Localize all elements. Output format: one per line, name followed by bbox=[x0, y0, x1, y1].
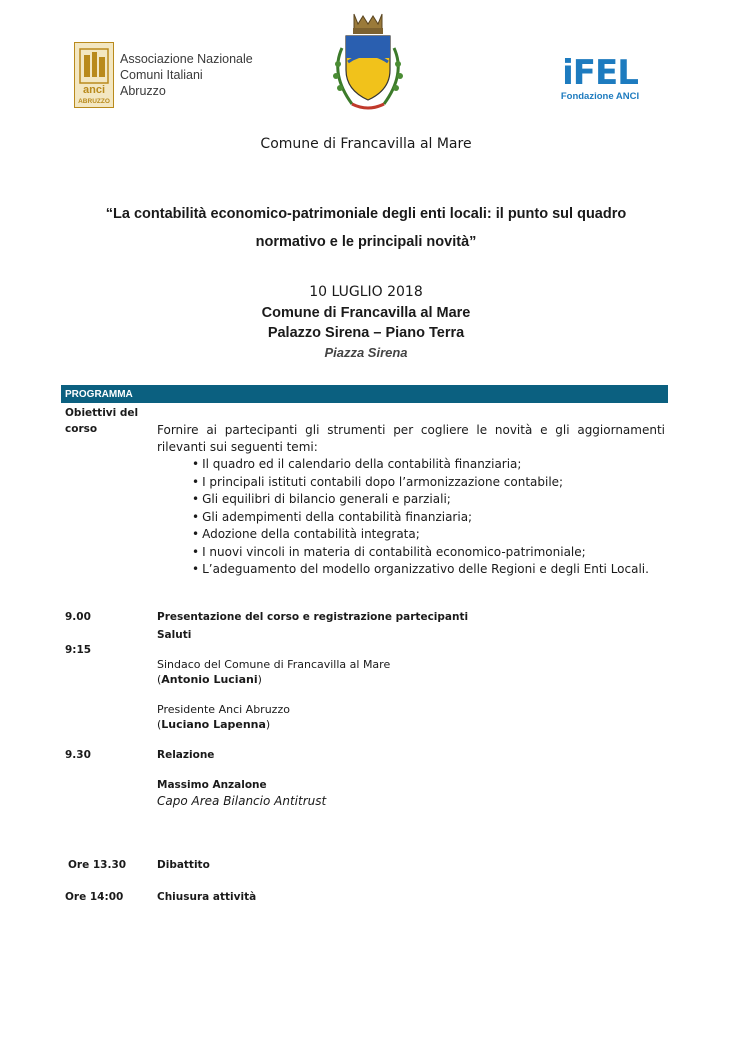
time-14-00: Ore 14:00 bbox=[65, 891, 124, 903]
event-address: Piazza Sirena bbox=[324, 345, 408, 360]
sindaco-name: Antonio Luciani bbox=[161, 673, 258, 686]
list-item: • Gli adempimenti della contabilità finanziaria; bbox=[192, 509, 649, 527]
comune-heading: Comune di Francavilla al Mare bbox=[260, 136, 472, 152]
svg-text:ABRUZZO: ABRUZZO bbox=[78, 98, 110, 105]
presidente-role: Presidente Anci Abruzzo bbox=[157, 703, 290, 716]
sindaco-line: (Antonio Luciani) bbox=[157, 673, 262, 686]
time-9-15: 9:15 bbox=[65, 644, 92, 656]
objectives-intro: Fornire ai partecipanti gli strumenti per cogliere le novità e gli aggiornamenti rilevanti sui seguenti temi: bbox=[157, 423, 665, 454]
presidente-line: (Luciano Lapenna) bbox=[157, 718, 271, 731]
list-item: • I nuovi vincoli in materia di contabilità economico-patrimoniale; bbox=[192, 544, 649, 562]
list-item: • Il quadro ed il calendario della contabilità finanziaria; bbox=[192, 456, 649, 474]
ifel-logo bbox=[560, 55, 640, 117]
programma-bar bbox=[61, 385, 668, 403]
saluti-item: Saluti bbox=[157, 629, 192, 641]
svg-text:anci: anci bbox=[82, 84, 106, 96]
speaker-role: Capo Area Bilancio Antitrust bbox=[157, 794, 327, 808]
list-item: • I principali istituti contabili dopo l’armonizzazione contabile; bbox=[192, 474, 649, 492]
event-place: Comune di Francavilla al Mare bbox=[261, 305, 471, 321]
ifel-wordmark: iFEL bbox=[562, 53, 638, 93]
chiusura-item: Chiusura attività bbox=[157, 891, 257, 903]
anci-line2: Comuni Italiani bbox=[120, 68, 203, 82]
objectives-list bbox=[192, 456, 649, 579]
list-item: • L’adeguamento del modello organizzativo delle Regioni e degli Enti Locali. bbox=[192, 561, 649, 579]
course-title-line1: “La contabilità economico-patrimoniale degli enti locali: il punto sul quadro bbox=[105, 206, 627, 222]
event-venue: Palazzo Sirena – Piano Terra bbox=[267, 325, 465, 341]
francavilla-crest-icon bbox=[322, 8, 414, 114]
anci-line1: Associazione Nazionale bbox=[120, 52, 253, 66]
course-title-line2: normativo e le principali novità” bbox=[255, 234, 477, 250]
anci-name bbox=[120, 51, 253, 99]
sindaco-role: Sindaco del Comune di Francavilla al Mare bbox=[157, 658, 391, 671]
anci-abruzzo-logo bbox=[74, 42, 264, 110]
ifel-subtitle: Fondazione ANCI bbox=[560, 91, 640, 102]
time-13-30: Ore 13.30 bbox=[68, 859, 127, 871]
presidente-name: Luciano Lapenna bbox=[161, 718, 266, 731]
relazione-item: Relazione bbox=[157, 749, 215, 761]
event-date: 10 LUGLIO 2018 bbox=[309, 284, 423, 300]
time-9-00: 9.00 bbox=[65, 611, 91, 623]
objectives-label: Obiettivi del corso bbox=[65, 407, 139, 435]
anci-mark-icon bbox=[74, 42, 114, 108]
time-9-30: 9.30 bbox=[65, 749, 91, 761]
presentazione-item: Presentazione del corso e registrazione partecipanti bbox=[157, 611, 469, 623]
list-item: • Adozione della contabilità integrata; bbox=[192, 526, 649, 544]
speaker-name: Massimo Anzalone bbox=[157, 779, 267, 791]
anci-line3: Abruzzo bbox=[120, 84, 166, 98]
list-item: • Gli equilibri di bilancio generali e parziali; bbox=[192, 491, 649, 509]
programma-label: PROGRAMMA bbox=[65, 389, 133, 400]
dibattito-item: Dibattito bbox=[157, 859, 210, 871]
